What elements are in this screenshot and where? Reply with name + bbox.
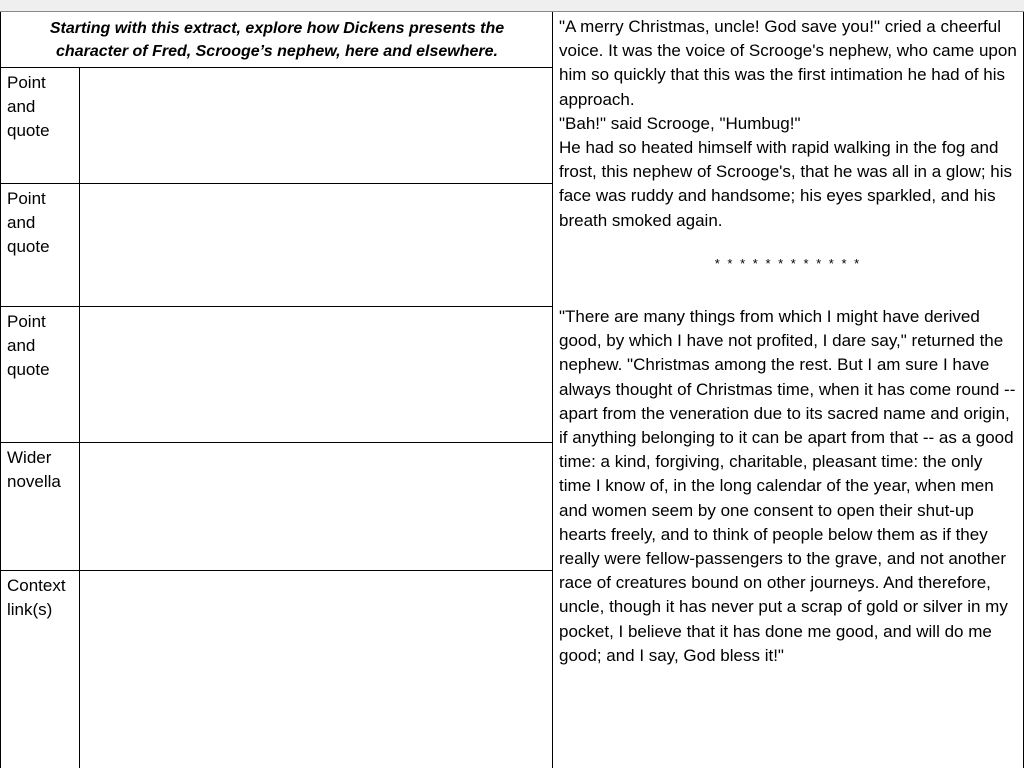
section-separator: * * * * * * * * * * * * <box>714 255 862 271</box>
extract-paragraph: He had so heated himself with rapid walking in the fog and frost, this nephew of Scrooge's, that he was all in a glow; his face was ruddy and handsome; his eyes sparkled, and his breath smoked again. <box>559 138 1013 230</box>
row-label: Wider novella <box>1 443 80 570</box>
row-label: Context link(s) <box>1 571 80 768</box>
row-label: Point and quote <box>1 307 80 442</box>
row-label: Point and quote <box>1 68 80 183</box>
question-prompt: Starting with this extract, explore how Dickens presents the character of Fred, Scrooge’s nephew, here and elsewhere. <box>1 12 553 68</box>
answer-cell[interactable] <box>80 68 553 183</box>
response-row-point-3 <box>1 307 553 443</box>
answer-cell[interactable] <box>80 443 553 570</box>
response-table <box>0 12 553 768</box>
extract-paragraph: "Bah!" said Scrooge, "Humbug!" <box>559 113 801 133</box>
answer-cell[interactable] <box>80 571 553 768</box>
top-strip <box>0 0 1024 12</box>
extract-paragraph: "A merry Christmas, uncle! God save you!" cried a cheerful voice. It was the voice of Scrooge's nephew, who came upon him so quickly that this was the first intimation he had of his approach. <box>559 17 1017 109</box>
answer-cell[interactable] <box>80 184 553 306</box>
text-extract <box>553 12 1024 768</box>
response-row-wider-novella <box>1 443 553 571</box>
row-label: Point and quote <box>1 184 80 306</box>
extract-paragraph: "There are many things from which I might have derived good, by which I have not profited, I dare say," returned the nephew. "Christmas among the rest. But I am sure I have always thought of Christmas time, when it has come round -- apart from the veneration due to its sacred name and origin, if anything belonging to it can be apart from that -- as a good time: a kind, forgiving, charitable, pleasant time: the only time I know of, in the long calendar of the year, when men and women seem by one consent to open their shut-up hearts freely, and to think of people below them as if they really were fellow-passengers to the grave, and not another race of creatures bound on other journeys. And therefore, uncle, though it has never put a scrap of gold or silver in my pocket, I believe that it has done me good, and will do me good; and I say, God bless it!" <box>559 307 1016 665</box>
response-row-point-2 <box>1 184 553 307</box>
response-row-point-1 <box>1 68 553 184</box>
response-row-context <box>1 571 553 768</box>
answer-cell[interactable] <box>80 307 553 442</box>
worksheet <box>0 12 1024 768</box>
